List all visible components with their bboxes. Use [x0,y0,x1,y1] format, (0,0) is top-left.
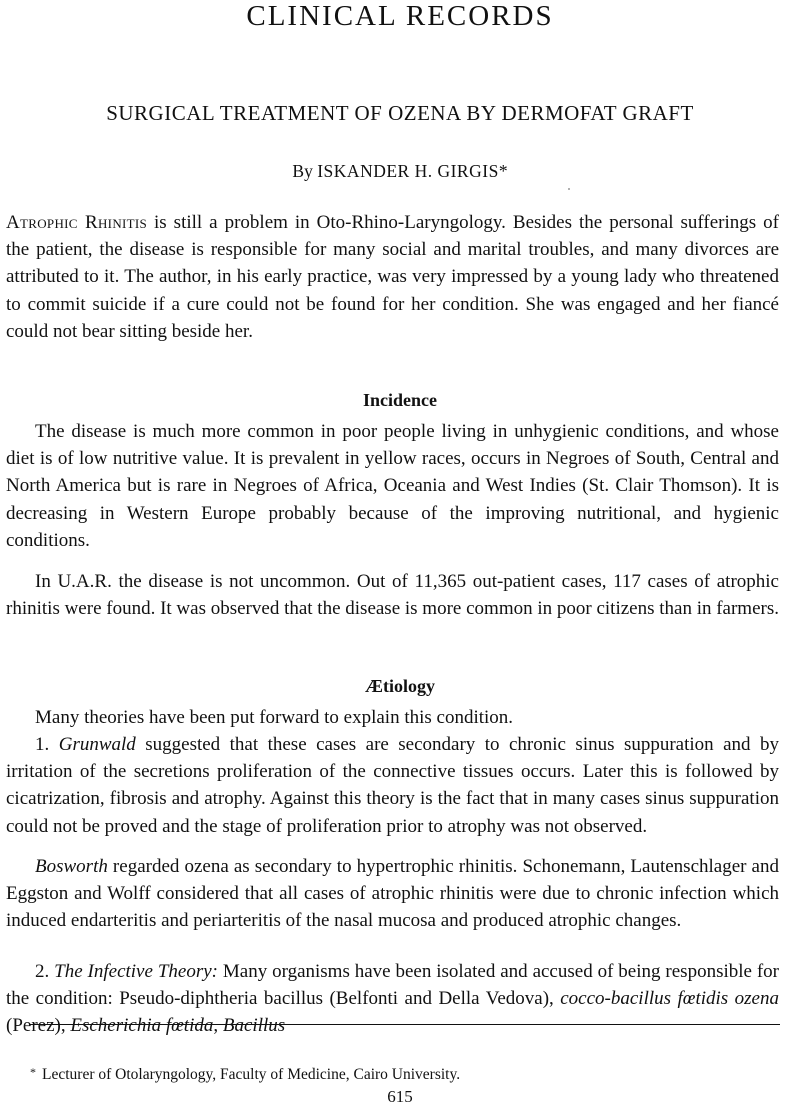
heading-aetiology: Ætiology [365,676,435,696]
theory-title: The Infective Theory: [54,961,218,982]
speck [568,188,570,190]
intro-text: is still a problem in Oto-Rhino-Laryngology. Besides the personal sufferings of the patient, the disease is responsible for many social and marital troubles, and many divorces are attributed to it. The author, in his early practice, was very impressed by a young lady who threatened to commit suicide if a cure could not be found for her condition. She was engaged and her fiancé could not bear sitting beside her. [6,212,779,342]
incidence-paragraph-1: The disease is much more common in poor people living in unhygienic conditions, and whose diet is of low nutritive value. It is prevalent in yellow races, occurs in Negroes of South, Central and North America but is rare in Negroes of Africa, Oceania and West Indies (St. Clair Thomson). It is decreasing in Western Europe probably because of the improving nutritional, and hygienic conditions. [6,421,779,551]
aetiology-paragraph-1: Many theories have been put forward to explain this condition. [35,707,514,728]
author-citation: Bosworth [35,856,108,877]
incidence-paragraph-2: In U.A.R. the disease is not uncommon. Out of 11,365 out-patient cases, 117 cases of atrophic rhinitis were found. It was observed that the disease is more common in poor citizens than in farmers. [6,571,779,620]
paragraph-text: , [213,1015,223,1037]
item-number: 2. [35,961,55,982]
footnote-rule [30,1024,780,1025]
paragraph-text: suggested that these cases are secondary to chronic sinus suppuration and by irritation of the secretions proliferation of the connective tissues occurs. Later this is followed by cicatrization, fibrosis and atrophy. Against this theory is the fact that in many cases sinus suppuration could not be proved and the stage of proliferation prior to atrophy was not observed. [6,734,780,837]
page-number: 615 [387,1087,413,1106]
byline [0,159,800,183]
heading-incidence: Incidence [363,390,437,410]
article-title: SURGICAL TREATMENT OF OZENA BY DERMOFAT GRAFT [106,101,694,125]
author-footnote-mark: * [498,161,508,181]
paragraph-text: Many organisms have been isolated and accused of being responsible for the condition: Pseudo-diphtheria bacillus (Belfonti and Della Vedova), [6,961,779,1010]
item-number: 1. [35,734,59,755]
intro-lead: Atrophic Rhinitis [6,212,148,233]
organism-name: Bacillus [222,1015,286,1037]
organism-name: Escherichia fœtida [70,1015,214,1037]
aetiology-paragraph-infective [6,958,779,1040]
footnote-mark: * [30,1065,36,1079]
paragraph-text: regarded ozena as secondary to hypertrophic rhinitis. Schonemann, Lautenschlager and Eggston and Wolff considered that all cases of atrophic rhinitis were due to chronic infection which induced endarteritis and periarteritis of the nasal mucosa and produced atrophic changes. [6,856,779,932]
intro-paragraph [6,209,779,345]
section-header: CLINICAL RECORDS [246,0,554,32]
author-citation: Grunwald [58,734,136,755]
author-name: ISKANDER H. GIRGIS [317,161,499,181]
byline-prefix: By [292,161,313,181]
footnote-text: Lecturer of Otolaryngology, Faculty of Medicine, Cairo University. [42,1066,461,1083]
footnote [30,1062,780,1085]
aetiology-paragraph-grunwald [6,731,779,840]
aetiology-paragraph-bosworth [6,853,779,935]
organism-name: cocco-bacillus fœtidis ozena [560,988,779,1010]
paragraph-text: (Perez), [6,1015,71,1037]
